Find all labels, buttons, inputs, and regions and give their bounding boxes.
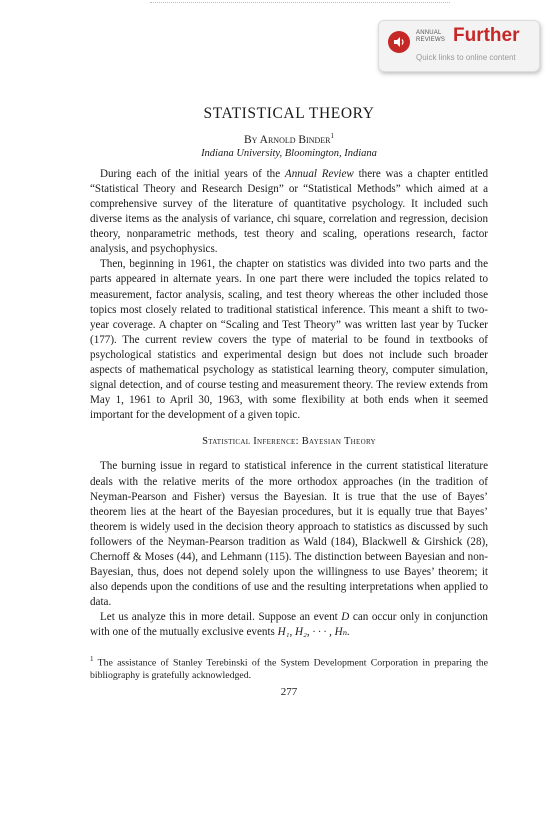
paragraph-4: [90, 610, 488, 640]
p4-text-b: can occur only in conjunction with one of the mutually exclusive events: [90, 611, 488, 639]
p4-text-a: Let us analyze this in more detail. Suppose an event: [100, 611, 342, 624]
p1-text-a: During each of the initial years of the: [100, 167, 285, 180]
badge-subtitle: Quick links to online content: [416, 53, 516, 62]
p1-text-b: there was a chapter entitled “Statistical Theory and Research Design” or “Statistical Methods” which aimed at a comprehensive survey of the literature of quantitative psychology. It included such diverse items as the analysis of variance, chi square, correlation and regression, decision theory, nonparametric methods, test theory and scaling, operations research, factor analysis, and psychophysics.: [90, 167, 488, 256]
page-number: 277: [280, 685, 298, 698]
journal-name: Annual Review: [284, 167, 354, 180]
author-affiliation: Indiana University, Bloomington, Indiana: [201, 147, 377, 159]
section-heading: Statistical Inference: Bayesian Theory: [202, 436, 376, 448]
paragraph-3: The burning issue in regard to statistical inference in the current statistical literature deals with the relative merits of the more orthodox approaches (in the tradition of Neyman-Pearson and Fisher) versus the Bayesian. It is true that the use of Bayes’ theorem lies at the heart of the Bayesian procedures, but it is equally true that Bayes’ theorem is widely used in the decision theory approach to statistics as discussed by such followers of the Neyman-Pearson tradition as Wald (184), Blackwell & Girshick (28), Chernoff & Moses (44), and Lehmann (115). The distinction between Bayesian and non-Bayesian, thus, does not depend solely upon the willingness to use Bayes’ theorem; it also depends upon the conditions of use and the resulting interpretations when applied to data.: [90, 460, 488, 609]
footnote: [90, 653, 488, 682]
footnote-mark: 1: [90, 654, 94, 663]
badge-title: Further: [453, 25, 520, 46]
further-links-badge[interactable]: [378, 20, 540, 72]
author-byline: [90, 132, 488, 146]
scan-edge: [150, 2, 450, 6]
article-title: STATISTICAL THEORY: [203, 105, 375, 122]
events-h: H₁, H₂, · · · , Hₙ.: [277, 626, 350, 639]
paragraph-2: Then, beginning in 1961, the chapter on statistics was divided into two parts and the parts appeared in alternate years. In one part there were included the topics related to measurement, factor analysis, scaling, and test theory whereas the other included those topics most closely related to traditional statistical inference. This meant a shift to two-year coverage. A chapter on “Scaling and Test Theory” was written last year by Tucker (177). The current review covers the type of material to be found in textbooks of psychological statistics and experimental design but does not include such broader aspects of mathematical psychology as statistical learning theory, computer simulation, signal detection, and of course testing and measurement theory. The review extends from May 1, 1961 to April 30, 1963, with some flexibility at both ends when it seemed important for the development of a given topic.: [90, 258, 488, 422]
article-body: [90, 105, 488, 698]
speaker-icon: [388, 31, 410, 53]
author-footnote-mark: 1: [330, 132, 335, 140]
paragraph-1: [90, 167, 488, 258]
footnote-text: The assistance of Stanley Terebinski of the System Development Corporation in preparing the bibliography is gratefully acknowledged.: [90, 656, 488, 681]
author-name: By Arnold Binder: [243, 133, 331, 146]
badge-brand: ANNUAL REVIEWS: [416, 30, 446, 43]
event-d: D: [341, 611, 350, 624]
